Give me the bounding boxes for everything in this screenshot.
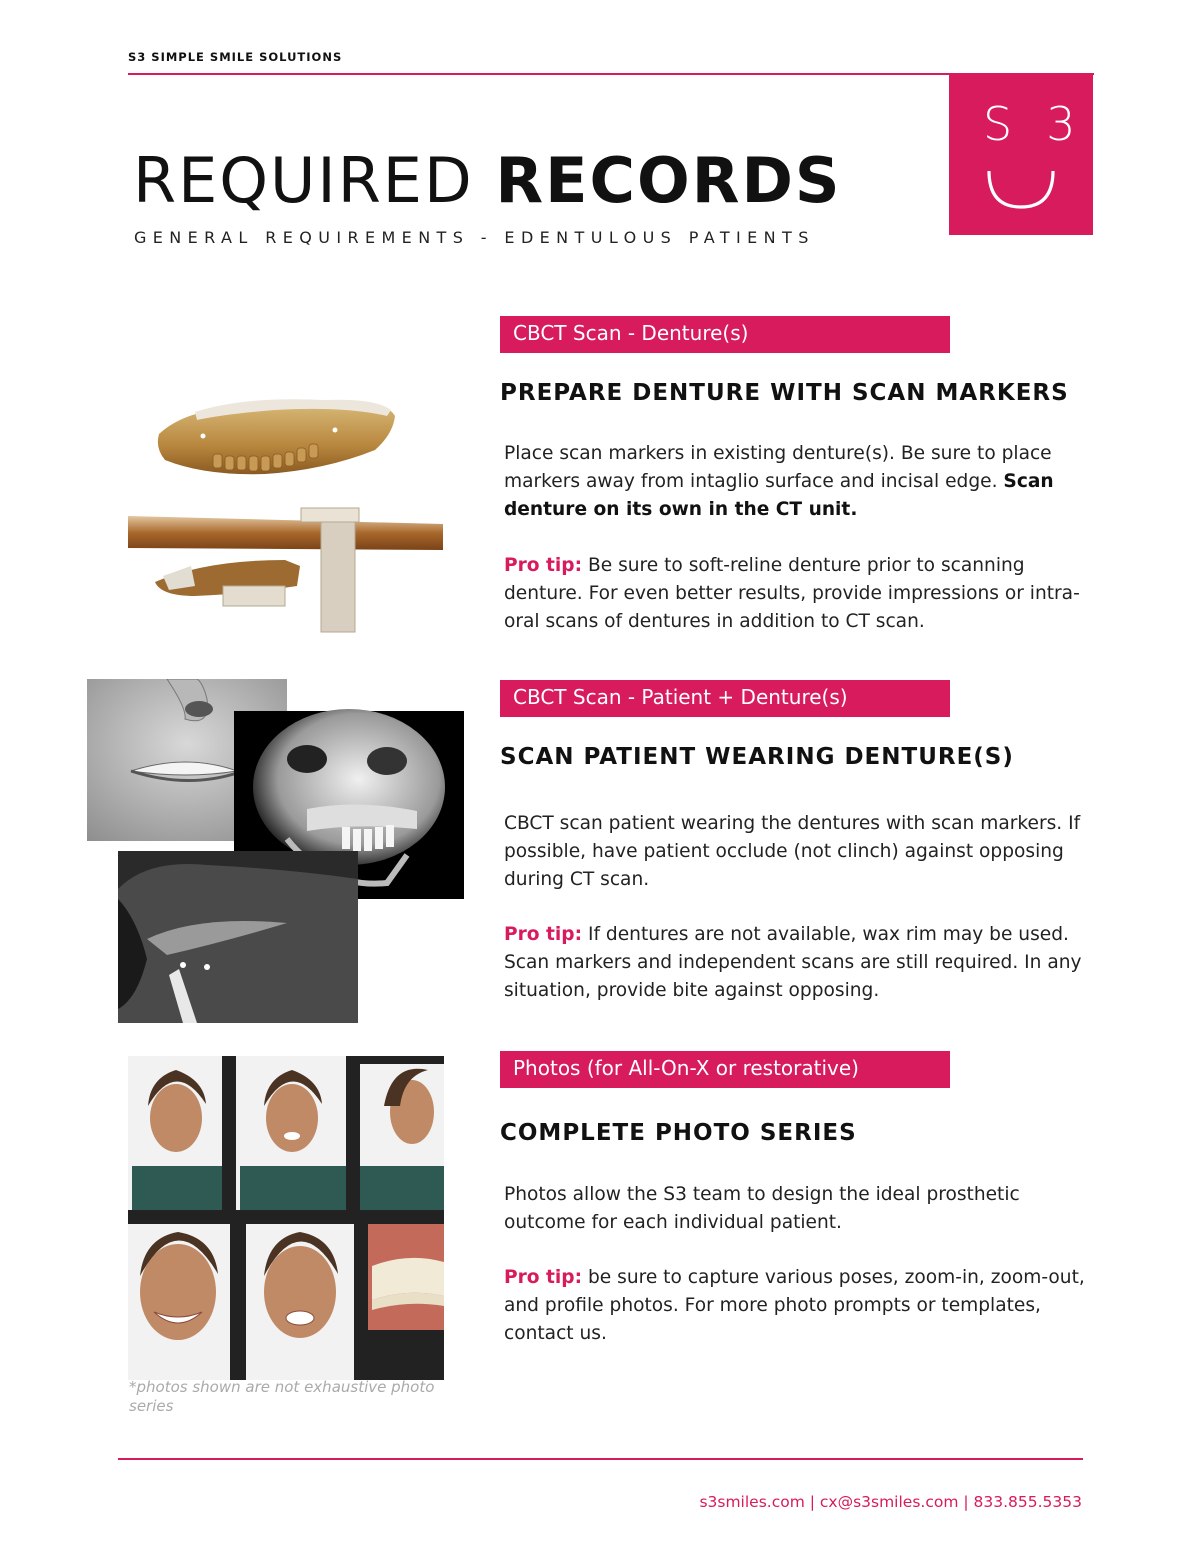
page-subtitle: GENERAL REQUIREMENTS - EDENTULOUS PATIENTS xyxy=(134,228,815,247)
company-name: S3 SIMPLE SMILE SOLUTIONS xyxy=(128,50,343,64)
paragraph-emphasis: Scan denture on its own in the CT unit. xyxy=(504,470,1054,520)
pro-tip-label: Pro tip: xyxy=(504,924,583,945)
pro-tip-text: be sure to capture various poses, zoom-in, zoom-out, and profile photos. For more photo prompts or templates, contact us. xyxy=(504,1267,1085,1344)
photo-series-grid xyxy=(128,1056,444,1380)
photo-face-neutral xyxy=(128,1056,222,1210)
pro-tip xyxy=(504,552,1104,635)
section-heading-photo-series: COMPLETE PHOTO SERIES xyxy=(500,1120,857,1146)
page-title xyxy=(133,144,842,217)
s3-logo xyxy=(949,75,1110,235)
smile-icon xyxy=(985,167,1057,211)
section-heading-scan-markers: PREPARE DENTURE WITH SCAN MARKERS xyxy=(500,380,1069,406)
page-title-bold: RECORDS xyxy=(495,144,842,217)
section-paragraph xyxy=(504,440,1104,523)
section-paragraph: Photos allow the S3 team to design the ideal prosthetic outcome for each individual patient. xyxy=(504,1184,1020,1233)
denture-scan-image xyxy=(125,390,447,638)
photo-caption: *photos shown are not exhaustive photo series xyxy=(129,1378,435,1415)
section-tag-patient-scan: CBCT Scan - Patient + Denture(s) xyxy=(500,680,950,717)
section-paragraph: CBCT scan patient wearing the dentures with scan markers. If possible, have patient occlude (not clinch) against opposing during CT scan. xyxy=(504,813,1081,890)
bottom-divider xyxy=(118,1458,1083,1460)
logo-letters: S3 xyxy=(983,97,1110,151)
pro-tip xyxy=(504,921,1104,1004)
section-heading-scan-patient: SCAN PATIENT WEARING DENTURE(S) xyxy=(500,744,1014,770)
pro-tip-text: If dentures are not available, wax rim may be used. Scan markers and independent scans are still required. In any situation, provide bite against opposing. xyxy=(504,924,1082,1001)
pro-tip xyxy=(504,1264,1104,1347)
pro-tip-label: Pro tip: xyxy=(504,1267,583,1288)
section-tag-photos: Photos (for All-On-X or restorative) xyxy=(500,1051,950,1088)
pro-tip-label: Pro tip: xyxy=(504,555,583,576)
footer-contact: s3smiles.com | cx@s3smiles.com | 833.855.5353 xyxy=(699,1493,1082,1511)
page-title-light: REQUIRED xyxy=(133,144,496,217)
ct-scan-collage xyxy=(87,679,467,1025)
section-tag-denture-scan: CBCT Scan - Denture(s) xyxy=(500,316,950,353)
pro-tip-text: Be sure to soft-reline denture prior to scanning denture. For even better results, provide impressions or intra-oral scans of dentures in addition to CT scan. xyxy=(504,555,1080,632)
paragraph-text: Place scan markers in existing denture(s). Be sure to place markers away from intaglio surface and incisal edge. xyxy=(504,443,1052,492)
